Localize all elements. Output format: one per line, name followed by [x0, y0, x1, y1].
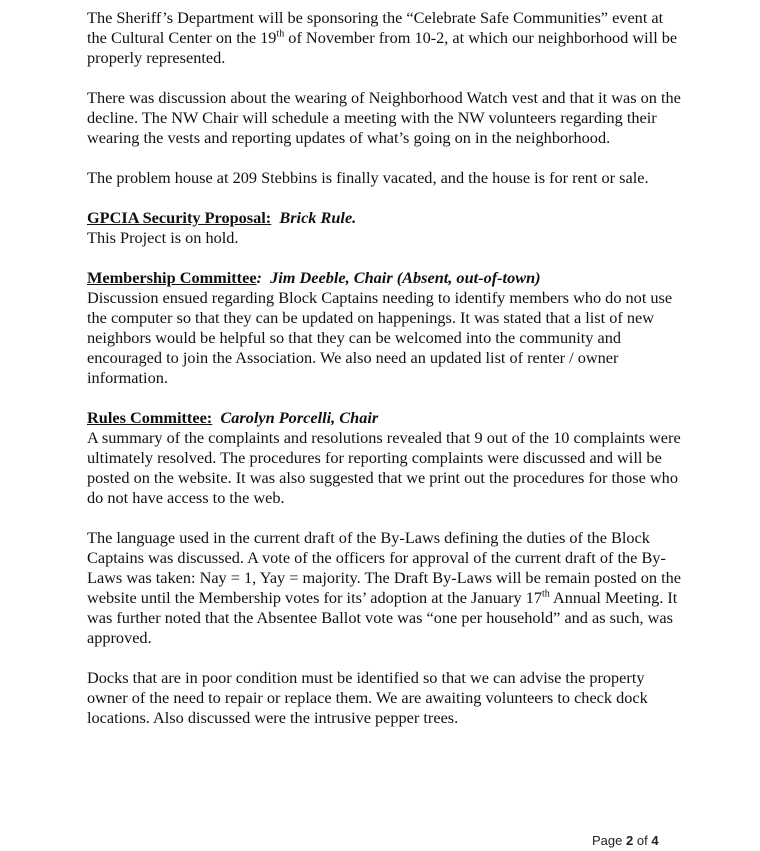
- page-number: 2: [626, 833, 634, 848]
- bylaws-text-a: The language used in the current draft of the By-Laws defining the duties of the Block Captains was discussed. A vote of the officers for approval of the current draft of the By-Laws was taken: Nay = 1, Yay = majority. The Draft By-Laws will be remain posted on the website until the Membership votes for its’ adoption at the January 17: [87, 528, 681, 607]
- membership-body: Discussion ensued regarding Block Captains needing to identify members who do not use the computer so that they can be updated on happenings. It was stated that a list of new neighbors would be helpful so that they can be welcomed into the community and encouraged to join the Association. We also need an updated list of renter / owner information.: [87, 288, 673, 387]
- sheriff-text-a: The Sheriff’s Department will be sponsoring the “Celebrate Safe Communities” event at the Cultural Center on the 19: [87, 8, 664, 47]
- rules-heading-sub: Carolyn Porcelli, Chair: [220, 408, 379, 427]
- security-heading-sub: Brick Rule.: [279, 208, 357, 227]
- rules-heading: [87, 408, 687, 428]
- page-total: 4: [651, 833, 659, 848]
- problem-house-paragraph: The problem house at 209 Stebbins is finally vacated, and the house is for rent or sale.: [87, 168, 649, 187]
- rules-body-docks: Docks that are in poor condition must be identified so that we can advise the property owner of the need to repair or replace them. We are awaiting volunteers to check dock locations. Also discussed were the intrusive pepper trees.: [87, 668, 648, 727]
- page-footer: [592, 833, 659, 848]
- sheriff-text-b: of November from 10-2, at which our neighborhood will be properly represented.: [87, 28, 678, 67]
- rules-body-bylaws: [87, 528, 687, 648]
- sheriff-ordinal-suffix: th: [276, 28, 285, 40]
- document-body: [87, 8, 687, 748]
- security-body: This Project is on hold.: [87, 228, 239, 247]
- membership-heading-sub: Jim Deeble, Chair (Absent, out-of-town): [270, 268, 541, 287]
- rules-heading-title: Rules Committee:: [87, 408, 213, 427]
- membership-heading-colon: :: [256, 268, 262, 287]
- bylaws-ordinal-suffix: th: [542, 588, 550, 600]
- vest-paragraph: There was discussion about the wearing of Neighborhood Watch vest and that it was on the decline. The NW Chair will schedule a meeting with the NW volunteers regarding their wearing the vests and reporting updates of what’s going on in the neighborhood.: [87, 88, 681, 147]
- rules-body-complaints: A summary of the complaints and resolutions revealed that 9 out of the 10 complaints were ultimately resolved. The procedures for reporting complaints were discussed and will be posted on the website. It was also suggested that we print out the procedures for those who do not have access to the web.: [87, 428, 681, 507]
- membership-heading-title: Membership Committee: [87, 268, 257, 287]
- bylaws-text-b: Annual Meeting. It was further noted that the Absentee Ballot vote was “one per household” and as such, was approved.: [87, 588, 678, 647]
- membership-heading: [87, 268, 687, 288]
- security-heading: [87, 208, 687, 228]
- of-word: of: [636, 833, 648, 848]
- security-heading-title: GPCIA Security Proposal:: [87, 208, 272, 227]
- page-word: Page: [592, 833, 623, 848]
- sheriff-paragraph: [87, 8, 687, 68]
